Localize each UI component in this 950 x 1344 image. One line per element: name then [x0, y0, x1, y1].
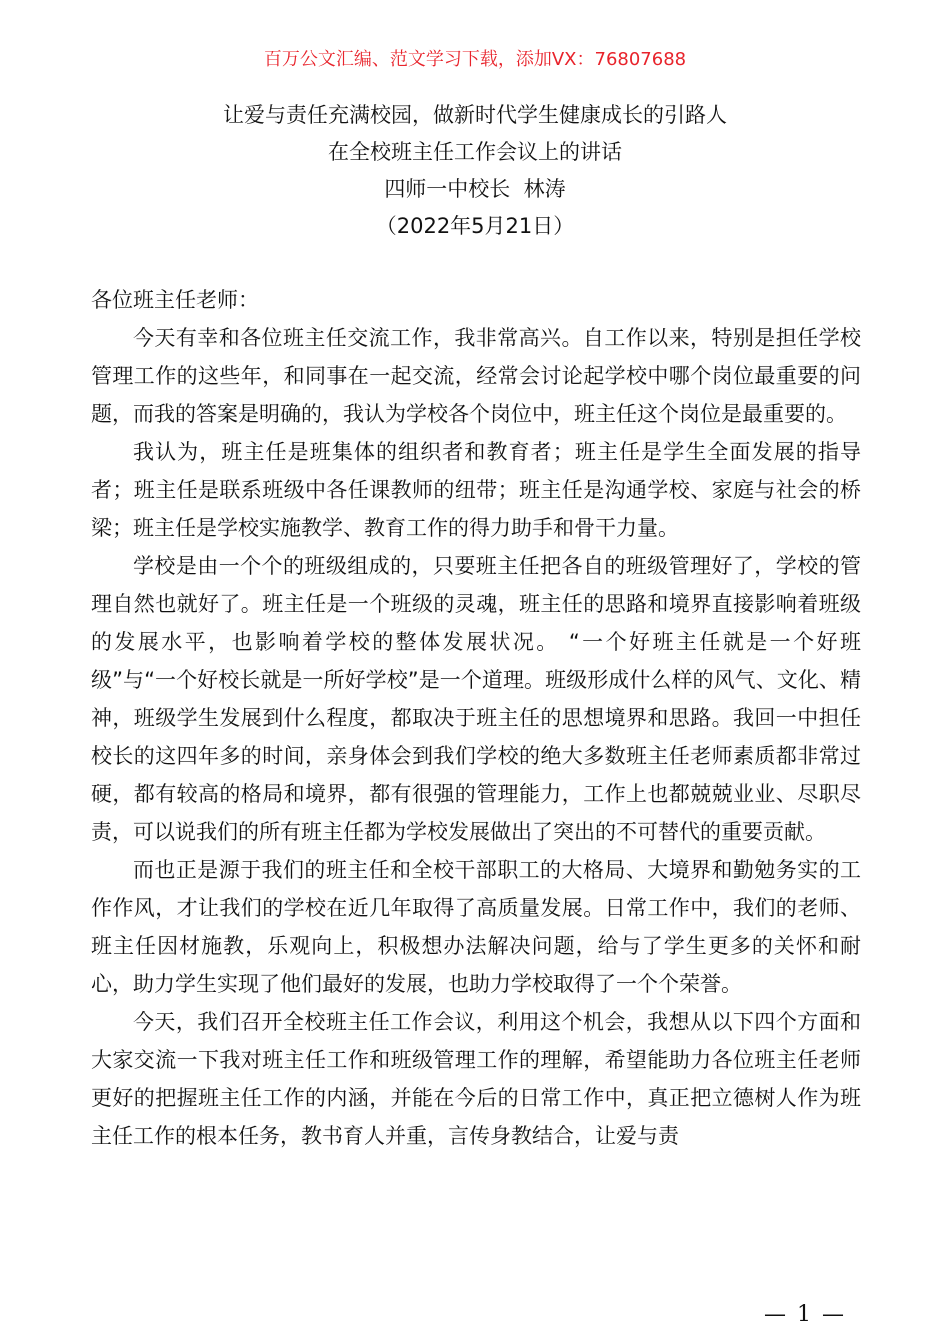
speech-title: 让爱与责任充满校园，做新时代学生健康成长的引路人 — [223, 103, 727, 127]
speaker-line: 四师一中校长 林涛 — [384, 177, 566, 201]
paragraph-1: 今天有幸和各位班主任交流工作，我非常高兴。自工作以来，特别是担任学校管理工作的这些年，和同事在一起交流，经常会讨论起学校中哪个岗位最重要的问题，而我的答案是明确的，我认为学校各个岗位中，班主任这个岗位是最重要的。 — [91, 326, 861, 426]
speech-body — [91, 281, 861, 1155]
promo-banner: 百万公文汇编、范文学习下载，添加VX：76807688 — [263, 49, 687, 70]
title-block — [0, 97, 950, 245]
paragraph-3: 学校是由一个个的班级组成的，只要班主任把各自的班级管理好了，学校的管理自然也就好了。班主任是一个班级的灵魂，班主任的思路和境界直接影响着班级的发展水平，也影响着学校的整体发展状况。 “一个好班主任就是一个好班级”与“一个好校长就是一所好学校”是一个道理。班级形成什么样的风气、文化、精神，班级学生发展到什么程度，都取决于班主任的思想境界和思路。我回一中担任校长的这四年多的时间，亲身体会到我们学校的绝大多数班主任老师素质都非常过硬，都有较高的格局和境界，都有很强的管理能力，工作上也都兢兢业业、尽职尽责，可以说我们的所有班主任都为学校发展做出了突出的不可替代的重要贡献。 — [91, 554, 861, 844]
salutation: 各位班主任老师： — [91, 288, 259, 312]
page-number: — 1 — — [764, 1302, 846, 1327]
speech-subtitle: 在全校班主任工作会议上的讲话 — [328, 140, 622, 164]
paragraph-2: 我认为，班主任是班集体的组织者和教育者；班主任是学生全面发展的指导者；班主任是联系班级中各任课教师的纽带；班主任是沟通学校、家庭与社会的桥梁；班主任是学校实施教学、教育工作的得力助手和骨干力量。 — [91, 440, 861, 540]
paragraph-5: 今天，我们召开全校班主任工作会议，利用这个机会，我想从以下四个方面和大家交流一下我对班主任工作和班级管理工作的理解，希望能助力各位班主任老师更好的把握班主任工作的内涵，并能在今后的日常工作中，真正把立德树人作为班主任工作的根本任务，教书育人并重，言传身教结合，让爱与责 — [91, 1010, 861, 1148]
speech-date: （2022年5月21日） — [375, 214, 575, 238]
paragraph-4: 而也正是源于我们的班主任和全校干部职工的大格局、大境界和勤勉务实的工作作风，才让我们的学校在近几年取得了高质量发展。日常工作中，我们的老师、班主任因材施教，乐观向上，积极想办法解决问题，给与了学生更多的关怀和耐心，助力学生实现了他们最好的发展，也助力学校取得了一个个荣誉。 — [91, 858, 861, 996]
